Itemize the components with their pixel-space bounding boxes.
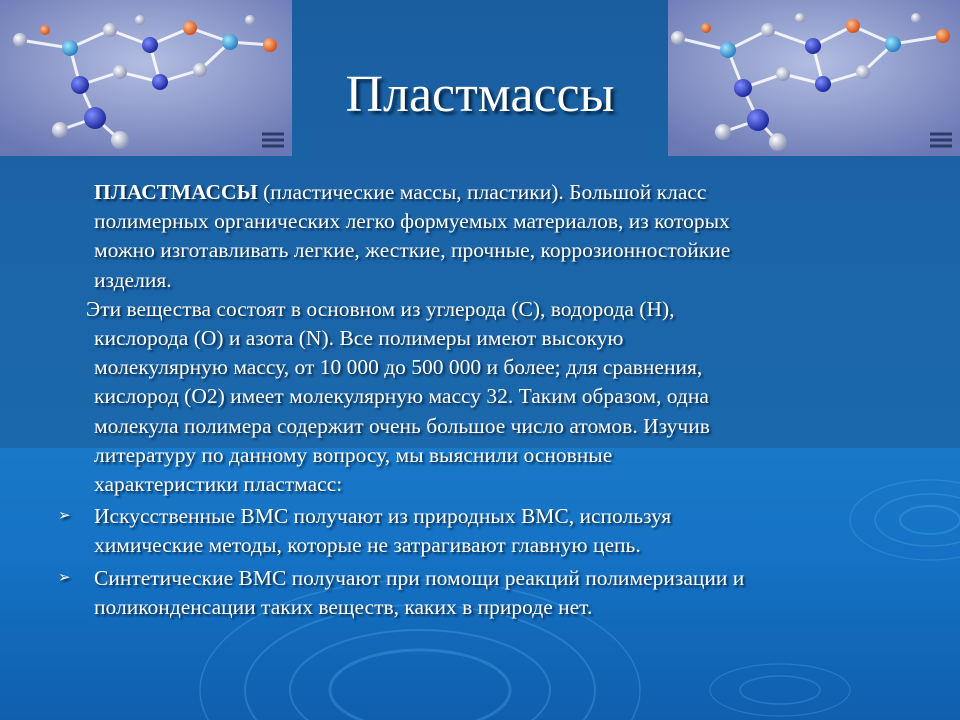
bullet-line: поликонденсации таких веществ, каких в природе нет.	[94, 594, 593, 619]
bullet-arrow-icon: ➢	[58, 508, 71, 525]
paragraph-line: Эти вещества состоят в основном из углерода (С), водорода (Н),	[86, 296, 675, 321]
paragraph-line: молекулярную массу, от 10 000 до 500 000 и более; для сравнения,	[94, 355, 703, 380]
intro-term: ПЛАСТМАССЫ	[94, 180, 258, 204]
bullet-line: химические методы, которые не затрагивают главную цепь.	[94, 533, 641, 558]
bullet-line: Синтетические ВМС получают при помощи реакций полимеризации и	[94, 565, 745, 590]
composition-paragraph	[40, 295, 920, 499]
bullet-item	[40, 502, 920, 560]
intro-line	[94, 178, 920, 207]
paragraph-line: кислород (O2) имеет молекулярную массу 32. Таким образом, одна	[94, 384, 709, 409]
molecule-image-left	[0, 0, 292, 156]
paragraph-line: молекула полимера содержит очень большое число атомов. Изучив	[94, 413, 710, 438]
paragraph-line: кислорода (О) и азота (N). Все полимеры имеют высокую	[94, 326, 624, 351]
paragraph-line: характеристики пластмасс:	[94, 472, 343, 497]
intro-line: изделия.	[94, 267, 172, 292]
bullet-arrow-icon: ➢	[58, 569, 71, 586]
bullet-item	[40, 564, 920, 622]
slide-body	[40, 178, 920, 622]
bullet-line: Искусственные ВМС получают из природных ВМС, используя	[94, 504, 672, 529]
intro-paragraph	[40, 178, 920, 295]
paragraph-line: литературу по данному вопросу, мы выяснили основные	[94, 442, 613, 467]
intro-line-text: (пластические массы, пластики). Большой класс	[257, 180, 707, 204]
molecule-image-right	[668, 0, 960, 156]
intro-line: можно изготавливать легкие, жесткие, прочные, коррозионностойкие	[94, 238, 731, 263]
intro-line: полимерных органических легко формуемых материалов, из которых	[94, 209, 730, 234]
slide-title: Пластмассы	[345, 66, 615, 123]
